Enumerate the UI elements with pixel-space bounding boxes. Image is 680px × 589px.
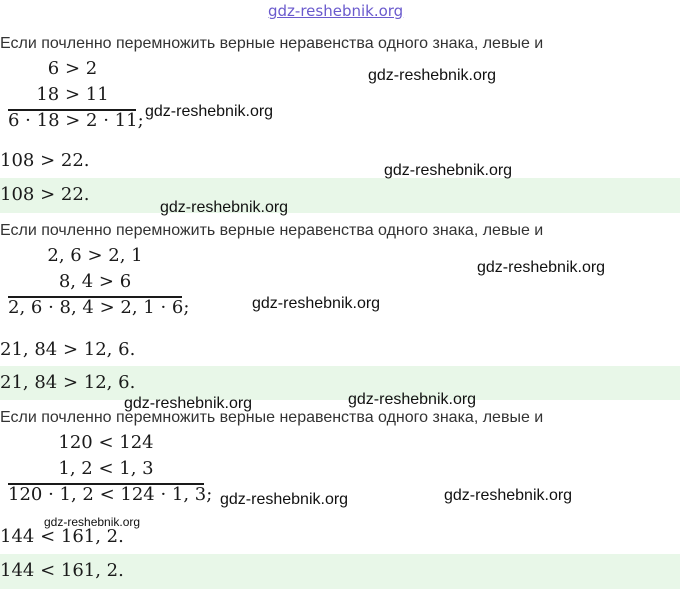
watermark: gdz-reshebnik.org <box>160 199 289 216</box>
intro-text: Если почленно перемножить верные неравенства одного знака, левые и <box>0 409 544 426</box>
watermark: gdz-reshebnik.org <box>124 395 253 412</box>
answer: 21, 84 > 12, 6. <box>0 372 136 393</box>
watermark: gdz-reshebnik.org <box>384 162 513 179</box>
inequality-2: 18 > 11 <box>36 84 109 105</box>
inequality-1: 6 > 2 <box>47 58 98 79</box>
watermark: gdz-reshebnik.org <box>145 103 274 120</box>
intro-text: Если почленно перемножить верные неравенства одного знака, левые и <box>0 35 544 52</box>
site-link[interactable]: gdz-reshebnik.org <box>268 2 404 20</box>
result: 21, 84 > 12, 6. <box>0 339 136 360</box>
watermark: gdz-reshebnik.org <box>252 295 381 312</box>
product-inequality: 2, 6 · 8, 4 > 2, 1 · 6; <box>8 297 190 318</box>
watermark: gdz-reshebnik.org <box>444 487 573 504</box>
intro-text: Если почленно перемножить верные неравенства одного знака, левые и <box>0 222 544 239</box>
answer-box <box>0 366 680 400</box>
answer-box <box>0 554 680 589</box>
watermark: gdz-reshebnik.org <box>220 491 349 508</box>
product-inequality: 120 · 1, 2 < 124 · 1, 3; <box>8 484 213 505</box>
result: 108 > 22. <box>0 150 90 171</box>
result: 144 < 161, 2. <box>0 526 124 547</box>
watermark: gdz-reshebnik.org <box>348 391 477 408</box>
inequality-2: 8, 4 > 6 <box>58 271 132 292</box>
inequality-1: 120 < 124 <box>58 432 154 453</box>
answer-box <box>0 178 680 213</box>
inequality-2: 1, 2 < 1, 3 <box>58 458 154 479</box>
product-inequality: 6 · 18 > 2 · 11; <box>8 110 144 131</box>
inequality-1: 2, 6 > 2, 1 <box>47 245 143 266</box>
watermark: gdz-reshebnik.org <box>44 515 141 529</box>
watermark: gdz-reshebnik.org <box>368 67 497 84</box>
answer: 108 > 22. <box>0 184 90 205</box>
answer: 144 < 161, 2. <box>0 560 124 581</box>
watermark: gdz-reshebnik.org <box>477 259 606 276</box>
